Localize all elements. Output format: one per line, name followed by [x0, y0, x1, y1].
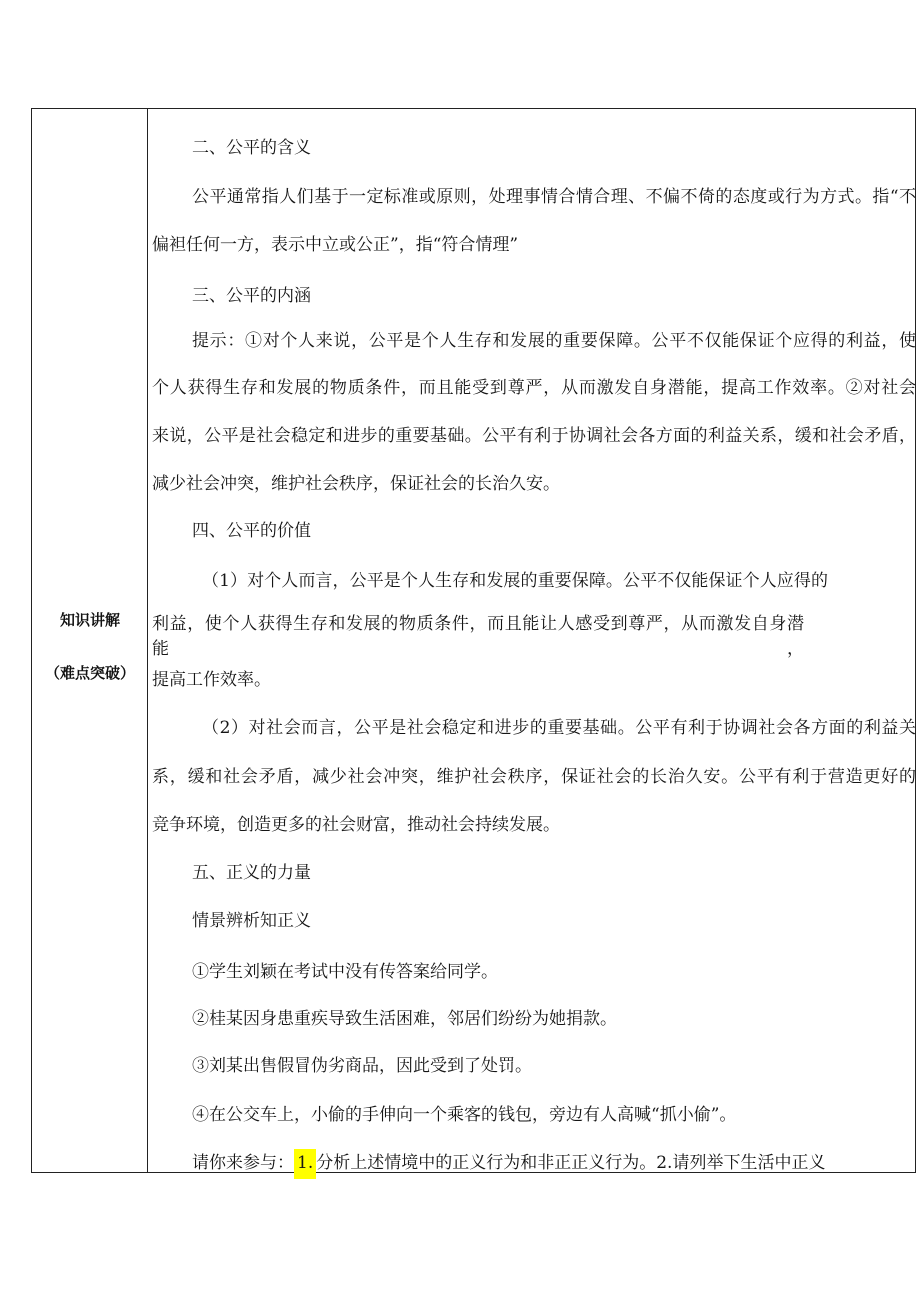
task-text: 分析上述情境中的正义行为和非正正义行为。2.请列举下生活中正义	[316, 1153, 826, 1173]
paragraph-line: 提示：①对个人来说，公平是个人生存和发展的重要保障。公平不仅能保证个应得的利益，使	[192, 331, 916, 351]
section-sublabel: （难点突破）	[44, 664, 135, 682]
paragraph-line: 偏袒任何一方，表示中立或公正”，指“符合情理”	[152, 235, 519, 255]
table-label-cell	[32, 109, 148, 1172]
heading-justice-power: 五、正义的力量	[192, 863, 311, 883]
heading-fairness-value: 四、公平的价值	[192, 521, 311, 541]
paragraph-line: 竞争环境，创造更多的社会财富，推动社会持续发展。	[152, 815, 560, 835]
task-prompt	[192, 1148, 825, 1173]
scenario-item: ④在公交车上，小偷的手伸向一个乘客的钱包，旁边有人高喊“抓小偷”。	[192, 1105, 737, 1125]
paragraph-line: 来说，公平是社会稳定和进步的重要基础。公平有利于协调社会各方面的利益关系，缓和社会矛盾，	[152, 426, 916, 446]
knowledge-table	[31, 108, 916, 1173]
heading-fairness-meaning: 二、公平的含义	[192, 138, 311, 158]
paragraph-line: 公平通常指人们基于一定标准或原则，处理事情合情合理、不偏不倚的态度或行为方式。指“不	[192, 187, 916, 207]
paragraph-line: 系，缓和社会矛盾，减少社会冲突，维护社会秩序，保证社会的长治久安。公平有利于营造更好的	[152, 767, 916, 787]
scenario-item: ②桂某因身患重疾导致生活困难，邻居们纷纷为她捐款。	[192, 1009, 617, 1029]
scenario-item: ③刘某出售假冒伪劣商品，因此受到了处罚。	[192, 1056, 532, 1076]
highlighted-text: 1.	[294, 1149, 316, 1179]
table-content-cell	[148, 109, 915, 1172]
paragraph-line: 利益，使个人获得生存和发展的物质条件，而且能让人感受到尊严，从而激发自身潜能，	[152, 614, 804, 659]
task-prefix: 请你来参与：	[192, 1153, 294, 1173]
paragraph-line: （1）对个人而言，公平是个人生存和发展的重要保障。公平不仅能保证个人应得的	[202, 571, 828, 591]
paragraph-line: 个人获得生存和发展的物质条件，而且能受到尊严，从而激发自身潜能，提高工作效率。②对社会	[152, 378, 916, 398]
section-label: 知识讲解	[59, 611, 120, 629]
paragraph-line: 减少社会冲突，维护社会秩序，保证社会的长治久安。	[152, 474, 560, 494]
scenario-item: ①学生刘颖在考试中没有传答案给同学。	[192, 962, 498, 982]
paragraph-line: （2）对社会而言，公平是社会稳定和进步的重要基础。公平有利于协调社会各方面的利益关	[202, 718, 916, 738]
paragraph-line: 提高工作效率。	[152, 670, 271, 690]
subheading: 情景辨析知正义	[192, 911, 311, 931]
heading-fairness-connotation: 三、公平的内涵	[192, 286, 311, 306]
